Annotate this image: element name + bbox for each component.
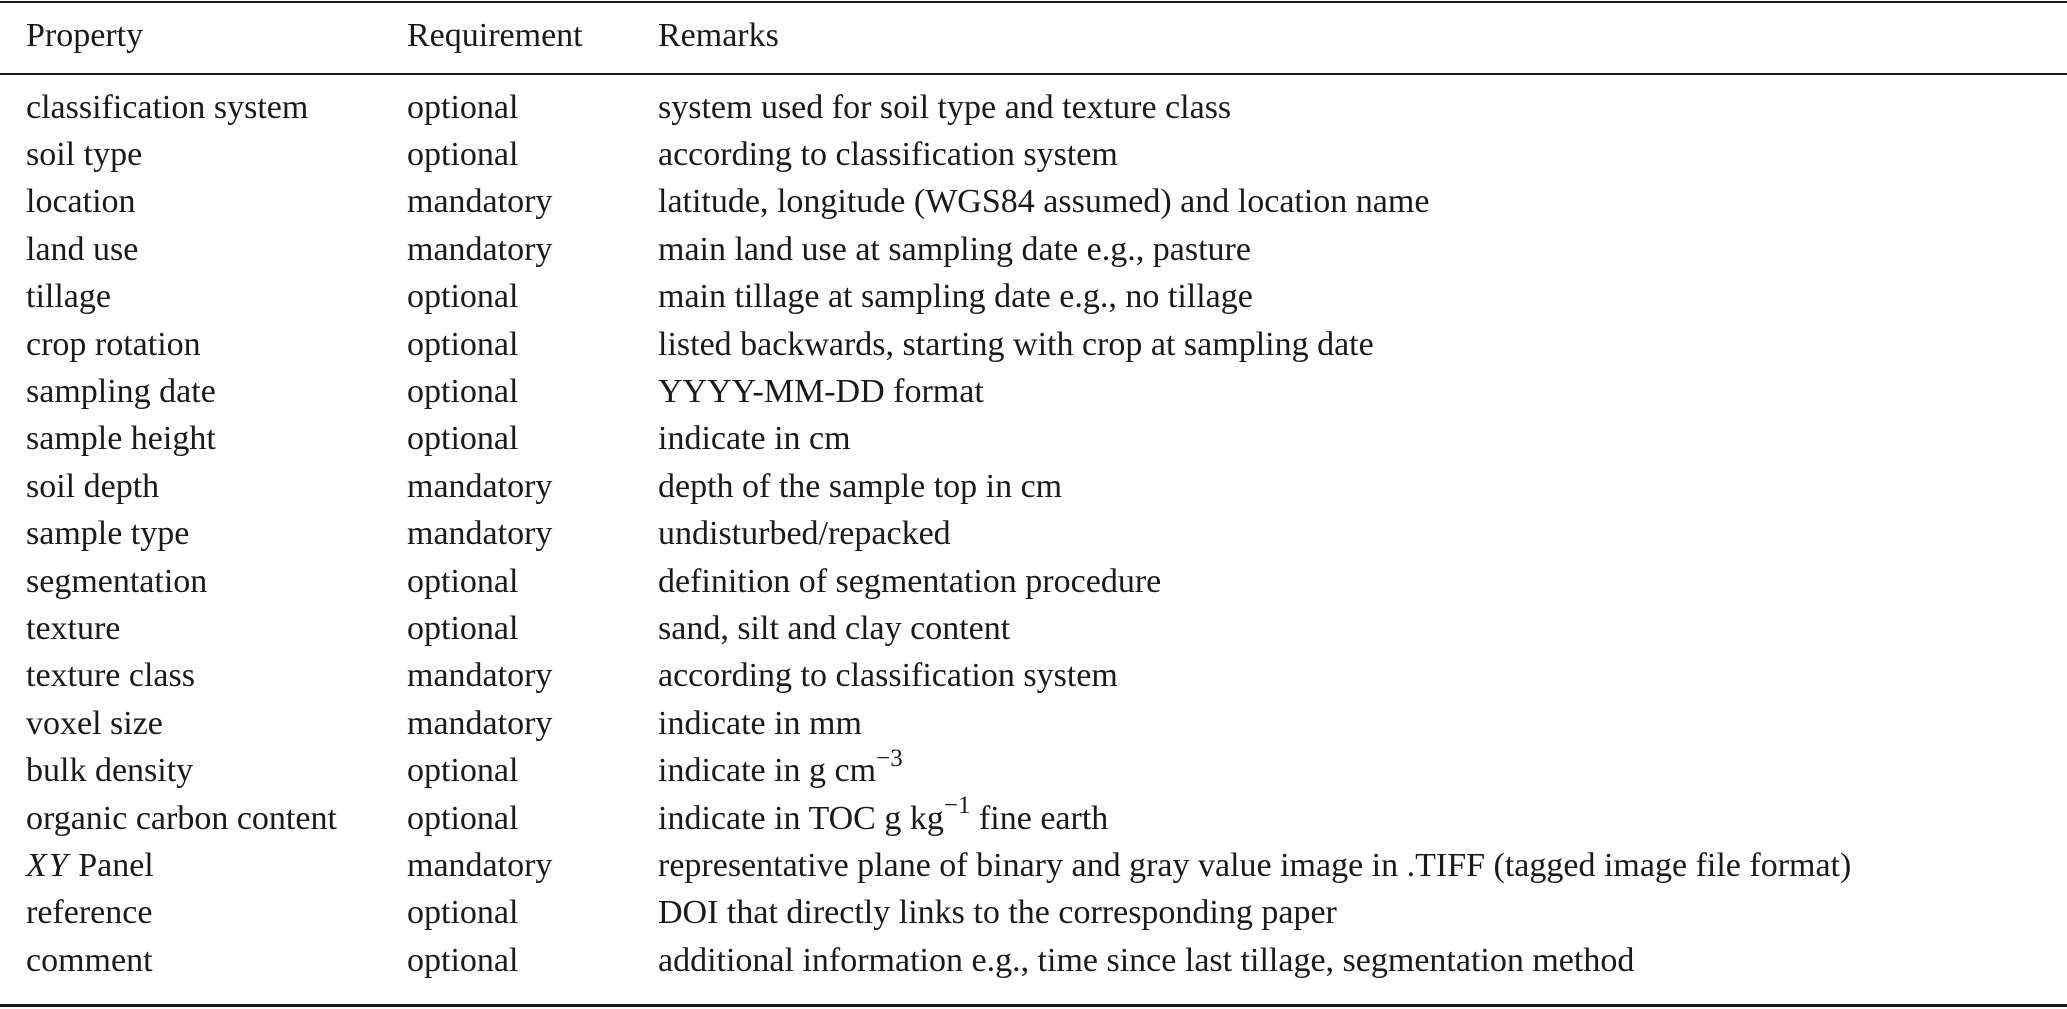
cell-remarks — [658, 744, 2067, 794]
remarks-text: indicate in TOC g kg — [658, 799, 944, 837]
cell-property: crop rotation — [26, 325, 201, 363]
cell-remarks: definition of segmentation procedure — [658, 562, 1162, 600]
cell-remarks: latitude, longitude (WGS84 assumed) and location name — [658, 183, 1430, 221]
cell-property: land use — [26, 230, 139, 268]
cell-remarks: indicate in cm — [658, 420, 851, 458]
cell-requirement: optional — [407, 278, 519, 316]
cell-remarks: representative plane of binary and gray value image in .TIFF (tagged image file format) — [658, 846, 1852, 884]
cell-property: bulk density — [26, 752, 194, 790]
cell-remarks: according to classification system — [658, 136, 1118, 174]
cell-requirement: optional — [407, 88, 519, 126]
table-row — [0, 321, 2067, 368]
cell-property — [0, 842, 407, 889]
cell-property: comment — [26, 941, 153, 979]
cell-property: sample height — [26, 420, 216, 458]
table-row — [0, 179, 2067, 226]
cell-requirement: optional — [407, 799, 519, 837]
cell-requirement: optional — [407, 373, 519, 411]
cell-remarks: additional information e.g., time since last tillage, segmentation method — [658, 941, 1635, 979]
cell-requirement: optional — [407, 325, 519, 363]
cell-remarks: DOI that directly links to the corresponding paper — [658, 894, 1337, 932]
cell-remarks: main tillage at sampling date e.g., no tillage — [658, 278, 1253, 316]
cell-remarks: listed backwards, starting with crop at sampling date — [658, 325, 1374, 363]
cell-requirement: mandatory — [407, 704, 553, 742]
cell-remarks: system used for soil type and texture class — [658, 88, 1232, 126]
header-remarks: Remarks — [658, 16, 779, 54]
cell-property: location — [26, 183, 136, 221]
table-bottom-rule — [0, 1004, 2067, 1007]
cell-requirement: mandatory — [407, 657, 553, 695]
cell-property: organic carbon content — [26, 799, 337, 837]
table-row — [0, 653, 2067, 700]
cell-remarks: main land use at sampling date e.g., pasture — [658, 230, 1251, 268]
cell-property: sampling date — [26, 373, 216, 411]
table-row — [0, 274, 2067, 321]
cell-remarks: depth of the sample top in cm — [658, 467, 1063, 505]
table-row — [0, 700, 2067, 747]
cell-remarks: indicate in mm — [658, 704, 862, 742]
cell-property: soil type — [26, 136, 143, 174]
table-row — [0, 131, 2067, 178]
cell-property: reference — [26, 894, 153, 932]
table-row — [0, 747, 2067, 794]
cell-requirement: mandatory — [407, 467, 553, 505]
cell-remarks: YYYY-MM-DD format — [658, 373, 984, 411]
cell-remarks: undisturbed/repacked — [658, 515, 951, 553]
table-row — [0, 605, 2067, 652]
cell-requirement: optional — [407, 136, 519, 174]
cell-requirement: mandatory — [407, 230, 553, 268]
cell-property: classification system — [26, 88, 309, 126]
table-row — [0, 890, 2067, 937]
table-row — [0, 842, 2067, 889]
cell-requirement: mandatory — [407, 515, 553, 553]
table-row — [0, 558, 2067, 605]
cell-property: texture class — [26, 657, 195, 695]
table-row — [0, 416, 2067, 463]
math-xy-symbol: XY — [26, 846, 70, 884]
table-body — [0, 71, 2067, 984]
table-row — [0, 511, 2067, 558]
cell-requirement: optional — [407, 562, 519, 600]
table-row — [0, 226, 2067, 273]
cell-requirement: optional — [407, 894, 519, 932]
unit-exponent: −1 — [943, 792, 971, 820]
header-property: Property — [26, 16, 144, 54]
cell-requirement: optional — [407, 420, 519, 458]
table-spacer — [0, 71, 2067, 84]
table-row — [0, 84, 2067, 131]
cell-property: tillage — [26, 278, 111, 316]
cell-requirement: optional — [407, 609, 519, 647]
table-row — [0, 368, 2067, 415]
cell-requirement: optional — [407, 941, 519, 979]
remarks-text: indicate in g cm — [658, 752, 877, 790]
property-suffix: Panel — [69, 846, 154, 884]
table-row — [0, 937, 2067, 984]
cell-property: segmentation — [26, 562, 208, 600]
cell-remarks: according to classification system — [658, 657, 1118, 695]
cell-remarks: sand, silt and clay content — [658, 609, 1011, 647]
cell-requirement: optional — [407, 752, 519, 790]
header-requirement: Requirement — [407, 16, 583, 54]
unit-exponent: −3 — [876, 744, 903, 772]
cell-property: texture — [26, 609, 121, 647]
table-row — [0, 795, 2067, 842]
cell-property: sample type — [26, 515, 190, 553]
cell-property: soil depth — [26, 467, 160, 505]
cell-remarks — [658, 792, 2067, 842]
cell-property: voxel size — [26, 704, 163, 742]
header-row — [0, 0, 2067, 71]
cell-requirement: mandatory — [407, 846, 553, 884]
table-header — [0, 0, 2067, 71]
table-row — [0, 463, 2067, 510]
cell-requirement: mandatory — [407, 183, 553, 221]
remarks-suffix: fine earth — [970, 799, 1109, 837]
